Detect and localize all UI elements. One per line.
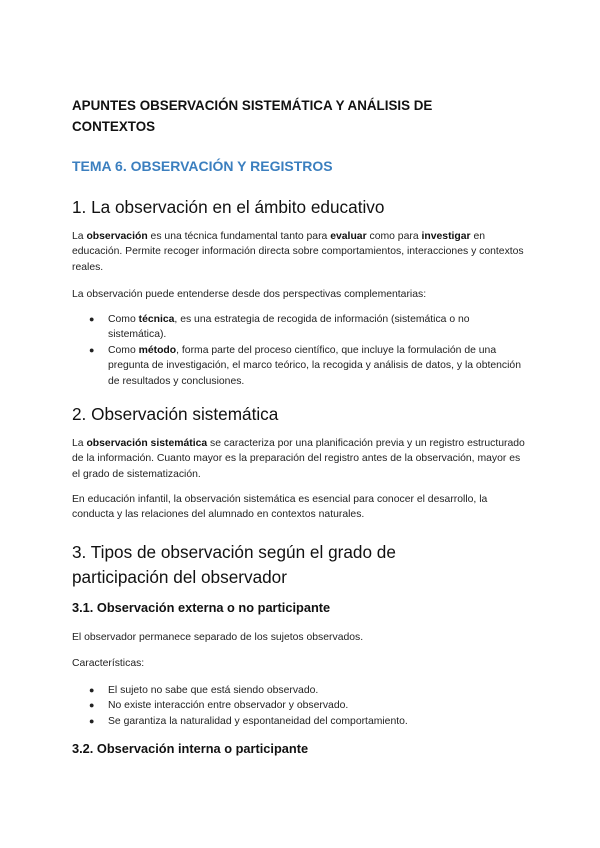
- bullet-icon: ●: [89, 700, 95, 711]
- theme-heading: TEMA 6. OBSERVACIÓN Y REGISTROS: [72, 158, 333, 174]
- bullet-icon: ●: [89, 685, 95, 695]
- section-2-paragraph-2: En educación infantil, la observación sistemática es esencial para conocer el desarrollo, la conducta y las relaciones del alumnado en contextos naturales.: [72, 494, 488, 521]
- section-2-heading: 2. Observación sistemática: [72, 404, 279, 424]
- subsection-3-1-paragraph-2: Características:: [72, 658, 145, 669]
- subsection-3-2-heading: 3.2. Observación interna o participante: [72, 741, 309, 756]
- section-1-heading: 1. La observación en el ámbito educativo: [72, 197, 385, 217]
- list-item: ● Como método, forma parte del proceso científico, que incluye la formulación de una pregunta de investigación, el marco teórico, la recogida y análisis de datos, y la obtención de resultados y conclusiones.: [89, 344, 521, 387]
- section-1-bullet-list: [72, 312, 527, 389]
- subsection-3-1-heading: 3.1. Observación externa o no participante: [72, 600, 331, 615]
- list-item: ● Se garantiza la naturalidad y espontaneidad del comportamiento.: [72, 714, 527, 729]
- document-title: APUNTES OBSERVACIÓN SISTEMÁTICA Y ANÁLISIS DE CONTEXTOS: [72, 98, 433, 134]
- list-item: ● Como técnica, es una estrategia de recogida de información (sistemática o no sistemática).: [89, 314, 470, 341]
- subsection-3-1-bullet-list: [72, 683, 527, 729]
- list-item: ● No existe interacción entre observador y observado.: [72, 698, 527, 713]
- section-1-paragraph-2: La observación puede entenderse desde dos perspectivas complementarias:: [72, 289, 427, 300]
- list-item: ● El sujeto no sabe que está siendo observado.: [72, 683, 527, 698]
- bullet-icon: ●: [89, 314, 95, 324]
- bullet-icon: ●: [89, 715, 95, 726]
- section-1-paragraph-1: La observación es una técnica fundamental tanto para evaluar como para investigar en educación. Permite recoger información directa sobre comportamientos, interacciones y contextos reales.: [72, 231, 524, 273]
- section-2-paragraph-1: La observación sistemática se caracteriza por una planificación previa y un registro estructurado de la información. Cuanto mayor es la preparación del registro antes de la observación, mayor es el grado de sistematización.: [72, 438, 525, 480]
- subsection-3-1-paragraph-1: El observador permanece separado de los sujetos observados.: [72, 632, 364, 643]
- bullet-icon: ●: [89, 344, 95, 355]
- section-3-heading: 3. Tipos de observación según el grado de participación del observador: [72, 542, 396, 587]
